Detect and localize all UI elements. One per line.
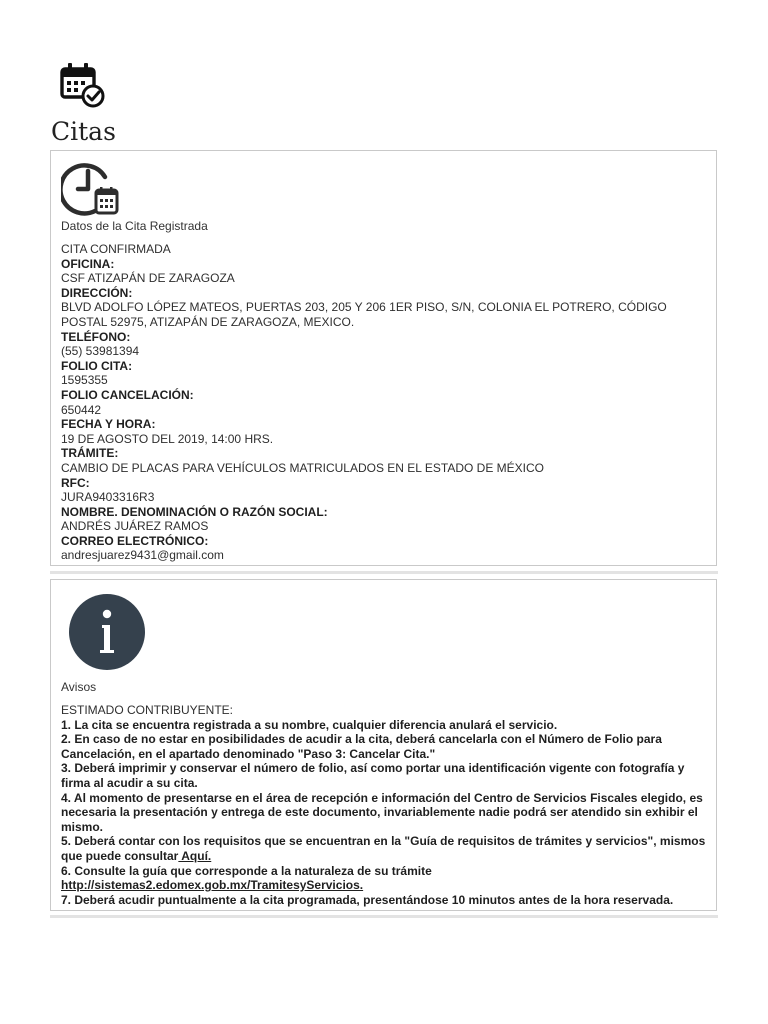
card-divider — [50, 571, 718, 574]
name-label: NOMBRE. DENOMINACIÓN O RAZÓN SOCIAL: — [61, 504, 328, 519]
notices-greeting: ESTIMADO CONTRIBUYENTE: — [61, 703, 234, 717]
notice-item-6-text: 6. Consulte la guía que corresponde a la naturaleza de su trámite — [61, 863, 432, 878]
office-value: CSF ATIZAPÁN DE ZARAGOZA — [61, 271, 235, 286]
office-label: OFICINA: — [61, 256, 115, 271]
name-value: ANDRÉS JUÁREZ RAMOS — [61, 519, 209, 534]
date-time-value: 19 DE AGOSTO DEL 2019, 14:00 HRS. — [61, 431, 274, 446]
notice-item-5 — [61, 834, 706, 863]
notice-item-1: 1. La cita se encuentra registrada a su nombre, cualquier diferencia anulará el servicio. — [61, 717, 558, 732]
phone-value: (55) 53981394 — [61, 344, 140, 359]
page-title: Citas — [51, 117, 116, 146]
address-value: BLVD ADOLFO LÓPEZ MATEOS, PUERTAS 203, 205 Y 206 1ER PISO, S/N, COLONIA EL POTRERO, CÓDIGO POSTAL 52975, ATIZAPÁN DE ZARAGOZA, MEXICO. — [61, 300, 667, 329]
rfc-label: RFC: — [61, 475, 90, 490]
appointment-folio-label: FOLIO CITA: — [61, 358, 133, 373]
info-icon — [61, 588, 155, 678]
date-time-label: FECHA Y HORA: — [61, 417, 156, 432]
notices-body — [61, 695, 706, 907]
phone-label: TELÉFONO: — [61, 329, 131, 344]
notice-item-7: 7. Deberá acudir puntualmente a la cita programada, presentándose 10 minutos antes de la hora reservada. — [61, 892, 674, 907]
appointment-folio-value: 1595355 — [61, 373, 108, 388]
procedure-label: TRÁMITE: — [61, 446, 119, 461]
notice-item-3: 3. Deberá imprimir y conservar el número de folio, así como portar una identificación vigente con fotografía y firma al acudir a su cita. — [61, 761, 685, 790]
card-divider — [50, 915, 718, 918]
notice-item-5-text: 5. Deberá contar con los requisitos que se encuentran en la "Guía de requisitos de trámites y servicios", mismos que puede consultar — [61, 834, 706, 863]
appointment-status: CITA CONFIRMADA — [61, 242, 171, 256]
notice-item-2: 2. En caso de no estar en posibilidades de acudir a la cita, deberá cancelarla con el Número de Folio para Cancelación, en el apartado denominado "Paso 3: Cancelar Cita." — [61, 732, 662, 761]
requirements-guide-link[interactable]: Aquí. — [178, 848, 212, 863]
email-value: andresjuarez9431@gmail.com — [61, 548, 224, 563]
rfc-value: JURA9403316R3 — [61, 490, 155, 505]
calendar-check-icon — [59, 60, 107, 108]
procedure-value: CAMBIO DE PLACAS PARA VEHÍCULOS MATRICULADOS EN EL ESTADO DE MÉXICO — [61, 460, 544, 475]
appointment-details — [61, 234, 706, 563]
notice-item-4: 4. Al momento de presentarse en el área de recepción e información del Centro de Servicios Fiscales elegido, es necesaria la presentación y entrega de este documento, invariablemente nadie podrá ser atendido sin exhibir el mismo. — [61, 790, 703, 834]
appointment-card — [50, 150, 717, 566]
address-label: DIRECCIÓN: — [61, 285, 133, 300]
cancellation-folio-label: FOLIO CANCELACIÓN: — [61, 387, 194, 402]
clock-calendar-icon — [61, 159, 119, 217]
cancellation-folio-value: 650442 — [61, 402, 102, 417]
notice-item-6 — [61, 864, 706, 893]
email-label: CORREO ELECTRÓNICO: — [61, 533, 209, 548]
notices-card — [50, 579, 717, 911]
notices-heading: Avisos — [61, 680, 97, 694]
procedures-url-link[interactable]: http://sistemas2.edomex.gob.mx/TramitesyServicios. — [61, 878, 364, 893]
appointment-heading: Datos de la Cita Registrada — [61, 219, 208, 233]
